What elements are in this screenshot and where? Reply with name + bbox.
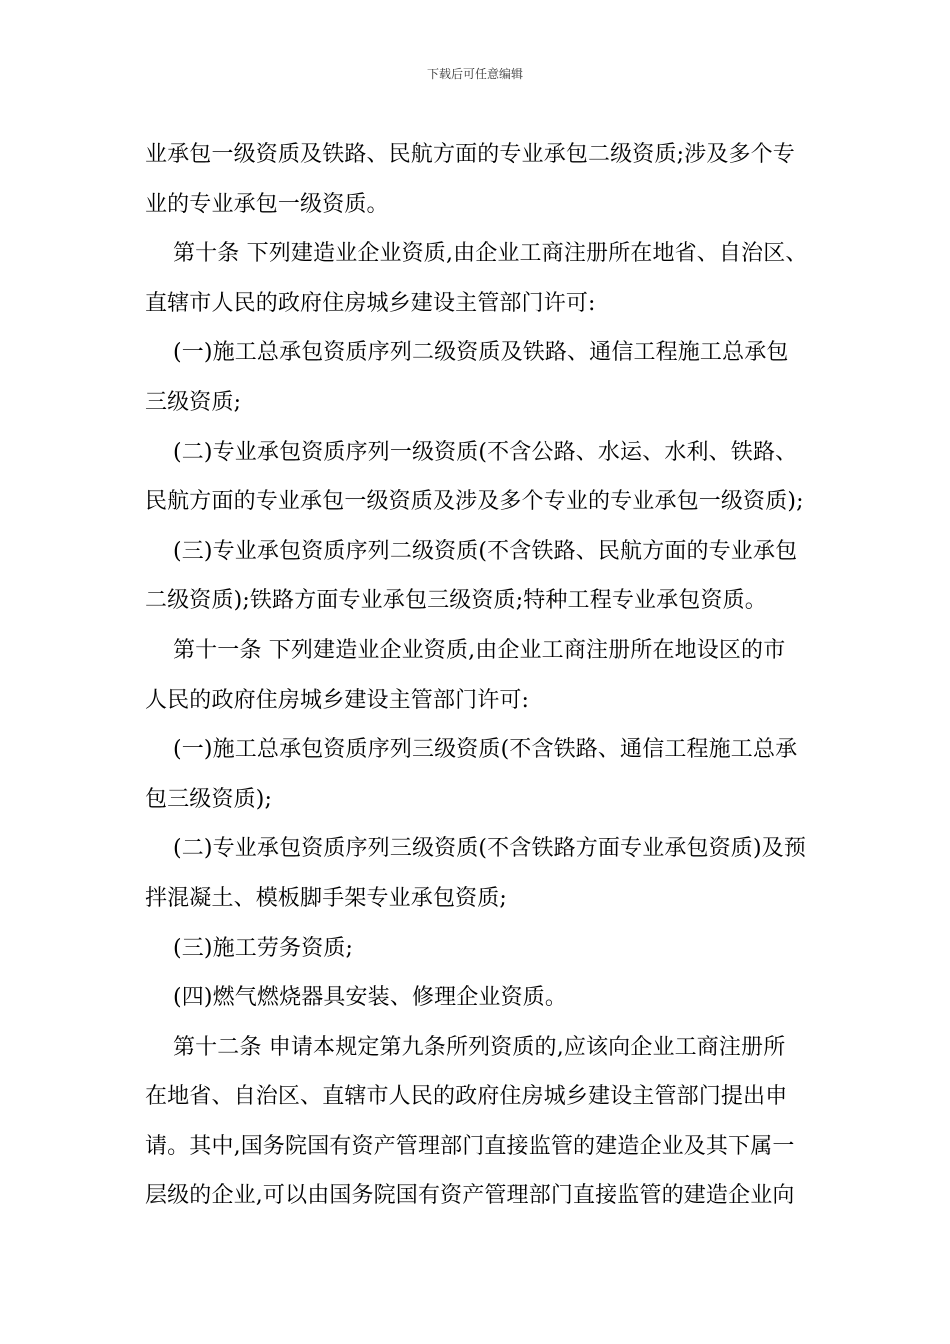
text-line: (四)燃气燃烧器具安装、修理企业资质。: [173, 985, 568, 1011]
text-line: (一)施工总承包资质序列三级资质(不含铁路、通信工程施工总承: [173, 737, 798, 763]
text-line: 在地省、自治区、直辖市人民的政府住房城乡建设主管部门提出申: [145, 1084, 788, 1110]
text-line: 二级资质);铁路方面专业承包三级资质;特种工程专业承包资质。: [145, 588, 767, 614]
text-line: 民航方面的专业承包一级资质及涉及多个专业的专业承包一级资质);: [145, 489, 804, 515]
page-header: 下载后可任意编辑: [426, 67, 523, 81]
text-line: 业承包一级资质及铁路、民航方面的专业承包二级资质;涉及多个专: [145, 142, 795, 167]
text-line: 业的专业承包一级资质。: [145, 191, 389, 217]
text-line: 三级资质;: [145, 389, 242, 415]
text-line: 直辖市人民的政府住房城乡建设主管部门许可:: [145, 290, 596, 316]
text-line: 请。其中,国务院国有资产管理部门直接监管的建造企业及其下属一: [145, 1133, 795, 1159]
text-line: 第十一条 下列建造业企业资质,由企业工商注册所在地设区的市: [173, 637, 786, 663]
text-line: (二)专业承包资质序列一级资质(不含公路、水运、水利、铁路、: [173, 439, 798, 465]
text-line: 包三级资质);: [145, 786, 273, 812]
text-line: 层级的企业,可以由国务院国有资产管理部门直接监管的建造企业向: [145, 1183, 795, 1209]
text-line: (一)施工总承包资质序列二级资质及铁路、通信工程施工总承包: [173, 340, 789, 366]
text-line: 第十条 下列建造业企业资质,由企业工商注册所在地省、自治区、: [173, 241, 808, 267]
text-line: (二)专业承包资质序列三级资质(不含铁路方面专业承包资质)及预: [173, 836, 806, 862]
text-line: 人民的政府住房城乡建设主管部门许可:: [145, 687, 530, 713]
text-line: 拌混凝土、模板脚手架专业承包资质;: [145, 885, 507, 911]
text-line: 第十二条 申请本规定第九条所列资质的,应该向企业工商注册所: [173, 1034, 786, 1060]
text-line: (三)施工劳务资质;: [173, 935, 354, 961]
text-line: (三)专业承包资质序列二级资质(不含铁路、民航方面的专业承包: [173, 538, 798, 564]
document-body: [145, 130, 807, 1221]
